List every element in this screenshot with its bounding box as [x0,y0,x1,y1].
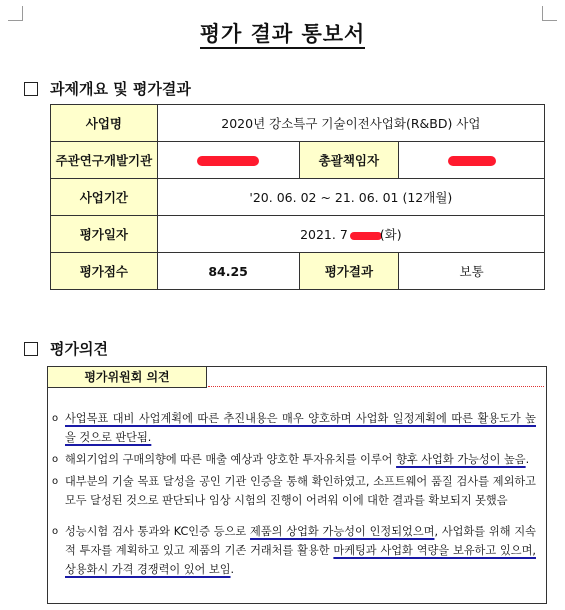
checkbox-square-icon [24,82,38,96]
result-label: 평가결과 [299,253,399,290]
document-title: 평가 결과 통보서 [0,18,565,48]
list-item: o 사업목표 대비 사업계획에 따른 추진내용은 매우 양호하며 사업화 일정계획에 따른 활용도가 높을 것으로 판단됨. [52,412,536,444]
table-row [51,105,545,142]
opinion-list [48,409,544,582]
table-row [51,179,545,216]
redaction-mark [197,156,259,166]
opinion-box [47,366,547,604]
score-label: 평가점수 [51,253,158,290]
manager-label: 총괄책임자 [299,142,399,179]
eval-date-value: 2021. 7 (화) [157,216,544,253]
list-item: o 성능시험 검사 통과와 KC인증 등으로 제품의 상업화 가능성이 인정되었으며, 사업화를 위해 지속적 투자를 계획하고 있고 제품의 기존 거래처를 활용한 마케팅과 사업화 역량을 보유하고 있으며, 상용화시 가격 경쟁력이 있어 보임. [52,525,536,576]
overview-table [50,104,545,290]
period-value: '20. 06. 02 ~ 21. 06. 01 (12개월) [157,179,544,216]
opinion-tab-label: 평가위원회 의견 [48,367,207,388]
project-name-label: 사업명 [51,105,158,142]
org-value [157,142,299,179]
list-item: o 해외기업의 구매의향에 따른 매출 예상과 양호한 투자유치를 이루어 향후 사업화 가능성이 높음. [52,453,530,466]
dotted-divider [208,386,544,387]
eval-date-label: 평가일자 [51,216,158,253]
section-heading-overview: 과제개요 및 평가결과 [24,78,191,99]
table-row [51,216,545,253]
table-row [51,142,545,179]
redaction-mark [448,156,496,166]
checkbox-square-icon [24,342,38,356]
result-value: 보통 [399,253,545,290]
project-name-value: 2020년 강소특구 기술이전사업화(R&BD) 사업 [157,105,544,142]
org-label: 주관연구개발기관 [51,142,158,179]
redaction-mark [350,232,382,240]
manager-value [399,142,545,179]
list-item: o 대부분의 기술 목표 달성을 공인 기관 인증을 통해 확인하였고, 소프트웨어 품질 검사를 제외하고 모두 달성된 것으로 판단되나 임상 시험의 진행이 어려워 이에 대한 결과를 확보되지 못했음 [52,475,536,507]
period-label: 사업기간 [51,179,158,216]
table-row [51,253,545,290]
score-value: 84.25 [157,253,299,290]
section-heading-opinion: 평가의견 [24,338,108,359]
